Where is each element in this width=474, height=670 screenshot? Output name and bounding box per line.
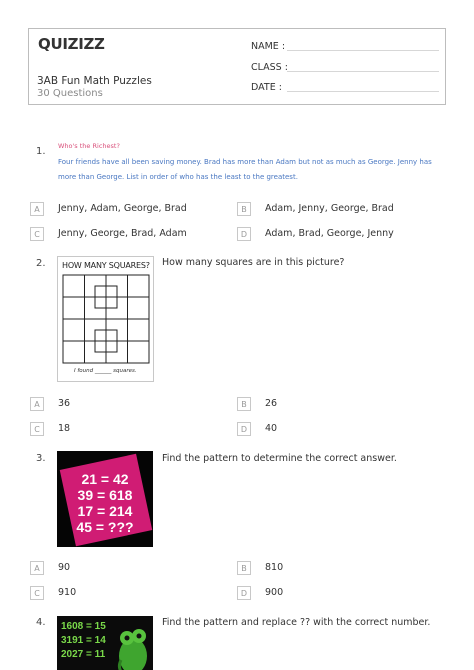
option-text: Jenny, George, Brad, Adam — [58, 228, 187, 239]
option-text: 40 — [265, 423, 278, 434]
option-text: Adam, Brad, George, Jenny — [265, 228, 394, 239]
option-letter-box: C — [30, 422, 44, 436]
option-letter-box: B — [237, 202, 251, 216]
pattern-line: 2027 = 11 — [61, 649, 106, 660]
option-text: Jenny, Adam, George, Brad — [58, 203, 187, 214]
question-number: 4. — [36, 617, 46, 628]
date-line — [287, 91, 439, 92]
frog-icon — [57, 616, 153, 670]
question-number: 1. — [36, 146, 46, 157]
question-title: Who's the Richest? — [58, 142, 120, 150]
number-pattern-image — [57, 451, 153, 547]
option-letter-box: A — [30, 561, 44, 575]
option-letter-box: C — [30, 227, 44, 241]
image-header: HOW MANY SQUARES? — [62, 261, 150, 270]
pattern-line: 17 = 214 — [77, 503, 133, 519]
question-text: Four friends have all been saving money. Brad has more than Adam but not as much as George. Jenny has more than George. List in order of who has the least to the greatest. — [58, 158, 432, 181]
squares-grid — [58, 257, 155, 383]
option-letter-box: B — [237, 561, 251, 575]
option-letter-box: C — [30, 586, 44, 600]
quizizz-logo: QUIZIZZ — [38, 35, 105, 53]
question-count: 30 Questions — [37, 88, 103, 99]
pattern-line: 3191 = 14 — [61, 635, 106, 646]
option-text: 90 — [58, 562, 71, 573]
option-letter-box: A — [30, 202, 44, 216]
pattern-line: 45 = ??? — [76, 519, 134, 535]
option-text: 910 — [58, 587, 77, 598]
question-text: Find the pattern to determine the correct answer. — [162, 453, 397, 464]
frog-pattern-image — [57, 616, 153, 670]
worksheet-title: 3AB Fun Math Puzzles — [37, 75, 152, 87]
option-letter-box: B — [237, 397, 251, 411]
worksheet-header — [28, 28, 446, 105]
date-label: DATE : — [251, 82, 282, 93]
class-label: CLASS : — [251, 62, 288, 73]
question-text: Find the pattern and replace ?? with the correct number. — [162, 617, 431, 628]
pattern-line: 21 = 42 — [81, 471, 129, 487]
squares-puzzle-image — [57, 256, 154, 382]
question-number: 2. — [36, 258, 46, 269]
name-field[interactable] — [251, 41, 439, 52]
option-text: 36 — [58, 398, 71, 409]
pattern-line: 1608 = 15 — [61, 621, 106, 632]
pattern-line: 39 = 618 — [77, 487, 133, 503]
class-field[interactable] — [251, 62, 439, 73]
option-text: Adam, Jenny, George, Brad — [265, 203, 394, 214]
question-number: 3. — [36, 453, 46, 464]
option-text: 18 — [58, 423, 71, 434]
option-letter-box: D — [237, 586, 251, 600]
class-line — [287, 71, 439, 72]
option-text: 26 — [265, 398, 278, 409]
question-text: How many squares are in this picture? — [162, 257, 345, 268]
option-letter-box: A — [30, 397, 44, 411]
name-label: NAME : — [251, 41, 286, 52]
name-line — [287, 50, 439, 51]
option-letter-box: D — [237, 227, 251, 241]
date-field[interactable] — [251, 82, 439, 93]
option-letter-box: D — [237, 422, 251, 436]
pattern-lines — [57, 471, 153, 535]
option-text: 900 — [265, 587, 284, 598]
image-footer: I found ______ squares. — [74, 368, 137, 374]
option-text: 810 — [265, 562, 284, 573]
